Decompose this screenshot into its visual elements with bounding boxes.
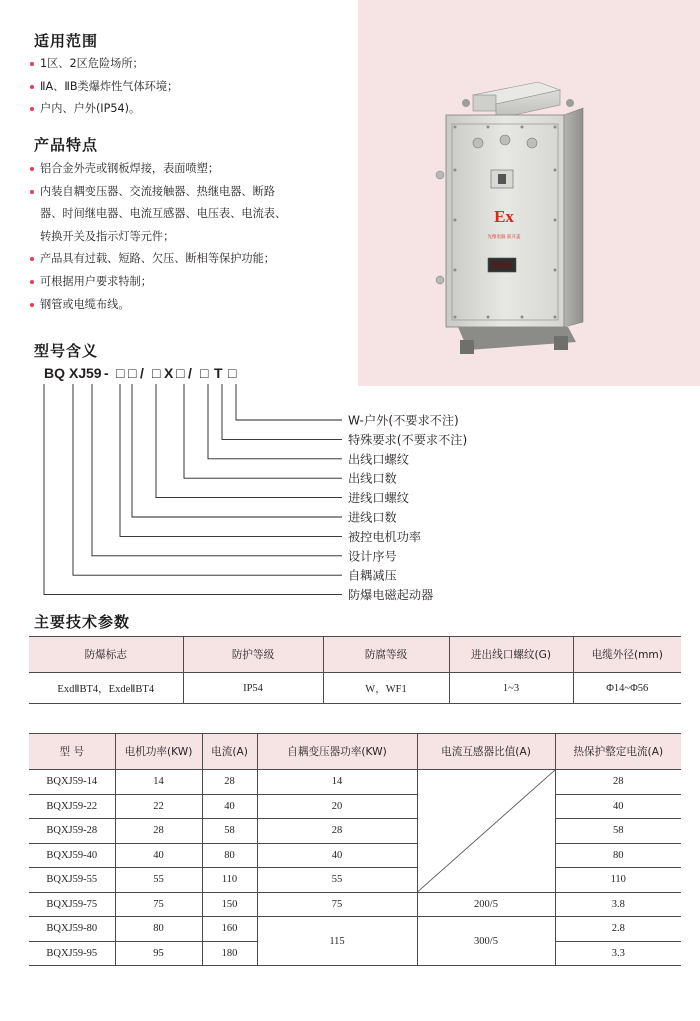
model-code-part: □ <box>128 365 137 381</box>
model-code-part: □ <box>116 365 125 381</box>
column-header: 防腐等级 <box>323 637 449 673</box>
leader-line <box>132 384 342 517</box>
power-cell: 75 <box>115 892 202 917</box>
applicable-range-list <box>30 53 178 121</box>
model-part-label: 被控电机功率 <box>348 529 422 544</box>
power-cell: 28 <box>115 819 202 844</box>
model-part-label: 自耦减压 <box>348 568 397 583</box>
current-cell: 80 <box>202 843 257 868</box>
table-row <box>29 794 681 819</box>
tech-params-title: 主要技术参数 <box>34 613 131 631</box>
thermal-cell: 80 <box>555 843 681 868</box>
model-cell: BQXJ59-95 <box>29 941 115 966</box>
power-cell: 40 <box>115 843 202 868</box>
list-item: 钢管或电缆布线。 <box>30 294 286 317</box>
model-code-part: □ <box>152 365 161 381</box>
table-cell: Φ14~Φ56 <box>573 673 681 704</box>
table-cell: ExdⅡBT4，ExdeⅡBT4 <box>29 673 183 704</box>
applicable-range-title: 适用范围 <box>34 32 99 50</box>
features-title: 产品特点 <box>34 136 99 154</box>
model-code-svg <box>0 358 700 608</box>
list-item: 内装自耦变压器、交流接触器、热继电器、断路 <box>30 181 286 204</box>
power-cell: 95 <box>115 941 202 966</box>
leader-line <box>208 384 342 459</box>
model-cell: BQXJ59-55 <box>29 868 115 893</box>
transformer-cell: 55 <box>257 868 417 893</box>
transformer-cell: 14 <box>257 770 417 795</box>
current-cell: 58 <box>202 819 257 844</box>
table-cell: IP54 <box>183 673 323 704</box>
model-code-part: 59 <box>86 365 102 381</box>
model-part-label: 设计序号 <box>348 549 397 564</box>
table-row <box>29 673 681 704</box>
leader-line <box>44 384 342 595</box>
column-header: 热保护整定电流(A) <box>555 734 681 770</box>
current-cell: 160 <box>202 917 257 942</box>
model-part-label: 出线口数 <box>348 471 397 486</box>
table-row <box>29 770 681 795</box>
model-part-label: 出线口螺纹 <box>348 452 409 467</box>
model-cell: BQXJ59-14 <box>29 770 115 795</box>
model-code-part: BQ <box>44 365 65 381</box>
column-header: 进出线口螺纹(G) <box>449 637 573 673</box>
ct-ratio-empty-cell <box>417 770 555 893</box>
list-item: 产品具有过载、短路、欠压、断相等保护功能； <box>30 248 286 271</box>
list-item: 户内、户外(IP54)。 <box>30 98 178 121</box>
spec-table <box>29 636 681 704</box>
list-item: 1区、2区危险场所； <box>30 53 178 76</box>
ex-mark: Ex <box>494 207 514 226</box>
current-cell: 110 <box>202 868 257 893</box>
list-item: ⅡA、ⅡB类爆炸性气体环境； <box>30 76 178 99</box>
model-cell: BQXJ59-40 <box>29 843 115 868</box>
transformer-cell: 20 <box>257 794 417 819</box>
model-code-part: □ <box>200 365 209 381</box>
model-code-diagram <box>0 358 700 608</box>
explosion-proof-starter-image <box>358 0 700 386</box>
current-cell: 28 <box>202 770 257 795</box>
model-code-part: / <box>188 365 192 381</box>
current-cell: 180 <box>202 941 257 966</box>
leader-line <box>222 384 342 439</box>
model-part-label: 进线口螺纹 <box>348 491 409 506</box>
leader-line <box>236 384 342 420</box>
table-row <box>29 868 681 893</box>
leader-line <box>73 384 342 575</box>
table-row <box>29 917 681 942</box>
leader-line <box>120 384 342 536</box>
model-cell: BQXJ59-80 <box>29 917 115 942</box>
power-cell: 55 <box>115 868 202 893</box>
power-cell: 22 <box>115 794 202 819</box>
panel-label: 先维电脑 前开盖 <box>487 235 521 240</box>
transformer-cell: 28 <box>257 819 417 844</box>
table-row <box>29 819 681 844</box>
thermal-cell: 110 <box>555 868 681 893</box>
model-code-part: - <box>104 365 109 381</box>
model-part-label: 防爆电磁起动器 <box>348 588 434 603</box>
table-row <box>29 892 681 917</box>
column-header: 型 号 <box>29 734 115 770</box>
list-item: 转换开关及指示灯等元件； <box>40 229 175 243</box>
product-image-panel <box>358 0 700 386</box>
table-cell: 1~3 <box>449 673 573 704</box>
current-cell: 40 <box>202 794 257 819</box>
transformer-cell: 40 <box>257 843 417 868</box>
list-item: 器、时间继电器、电流互感器、电压表、电流表、 <box>40 207 287 221</box>
thermal-cell: 58 <box>555 819 681 844</box>
model-code-part: □ <box>176 365 185 381</box>
model-code-part: □ <box>228 365 237 381</box>
model-part-label: 特殊要求(不要求不注) <box>348 432 468 447</box>
current-cell: 150 <box>202 892 257 917</box>
column-header: 电流(A) <box>202 734 257 770</box>
ct-ratio-cell: 200/5 <box>417 892 555 917</box>
thermal-cell: 28 <box>555 770 681 795</box>
model-cell: BQXJ59-22 <box>29 794 115 819</box>
model-code-part: / <box>140 365 144 381</box>
column-header: 电缆外径(mm) <box>573 637 681 673</box>
thermal-cell: 2.8 <box>555 917 681 942</box>
transformer-cell: 75 <box>257 892 417 917</box>
column-header: 自耦变压器功率(KW) <box>257 734 417 770</box>
power-cell: 80 <box>115 917 202 942</box>
column-header: 电流互感器比值(A) <box>417 734 555 770</box>
model-part-label: W-户外(不要求不注) <box>348 413 459 428</box>
list-item: 可根据用户要求特制； <box>30 271 286 294</box>
leader-line <box>92 384 342 556</box>
column-header: 电机功率(KW) <box>115 734 202 770</box>
table-row <box>29 843 681 868</box>
column-header: 防爆标志 <box>29 637 183 673</box>
diagonal-slash <box>418 770 555 892</box>
column-header: 防护等级 <box>183 637 323 673</box>
ct-ratio-cell: 300/5 <box>417 917 555 966</box>
list-item: 铝合金外壳或钢板焊接，表面喷塑； <box>30 158 286 181</box>
models-table <box>29 733 681 966</box>
model-code-part: X <box>164 365 174 381</box>
model-meaning-title: 型号含义 <box>34 342 99 360</box>
thermal-cell: 40 <box>555 794 681 819</box>
thermal-cell: 3.8 <box>555 892 681 917</box>
power-cell: 14 <box>115 770 202 795</box>
transformer-cell: 115 <box>257 917 417 966</box>
features-list <box>30 158 286 316</box>
model-code-part: T <box>214 365 223 381</box>
table-cell: W，WF1 <box>323 673 449 704</box>
model-cell: BQXJ59-75 <box>29 892 115 917</box>
model-part-label: 进线口数 <box>348 510 397 525</box>
model-cell: BQXJ59-28 <box>29 819 115 844</box>
thermal-cell: 3.3 <box>555 941 681 966</box>
model-code-part: XJ <box>69 365 87 381</box>
